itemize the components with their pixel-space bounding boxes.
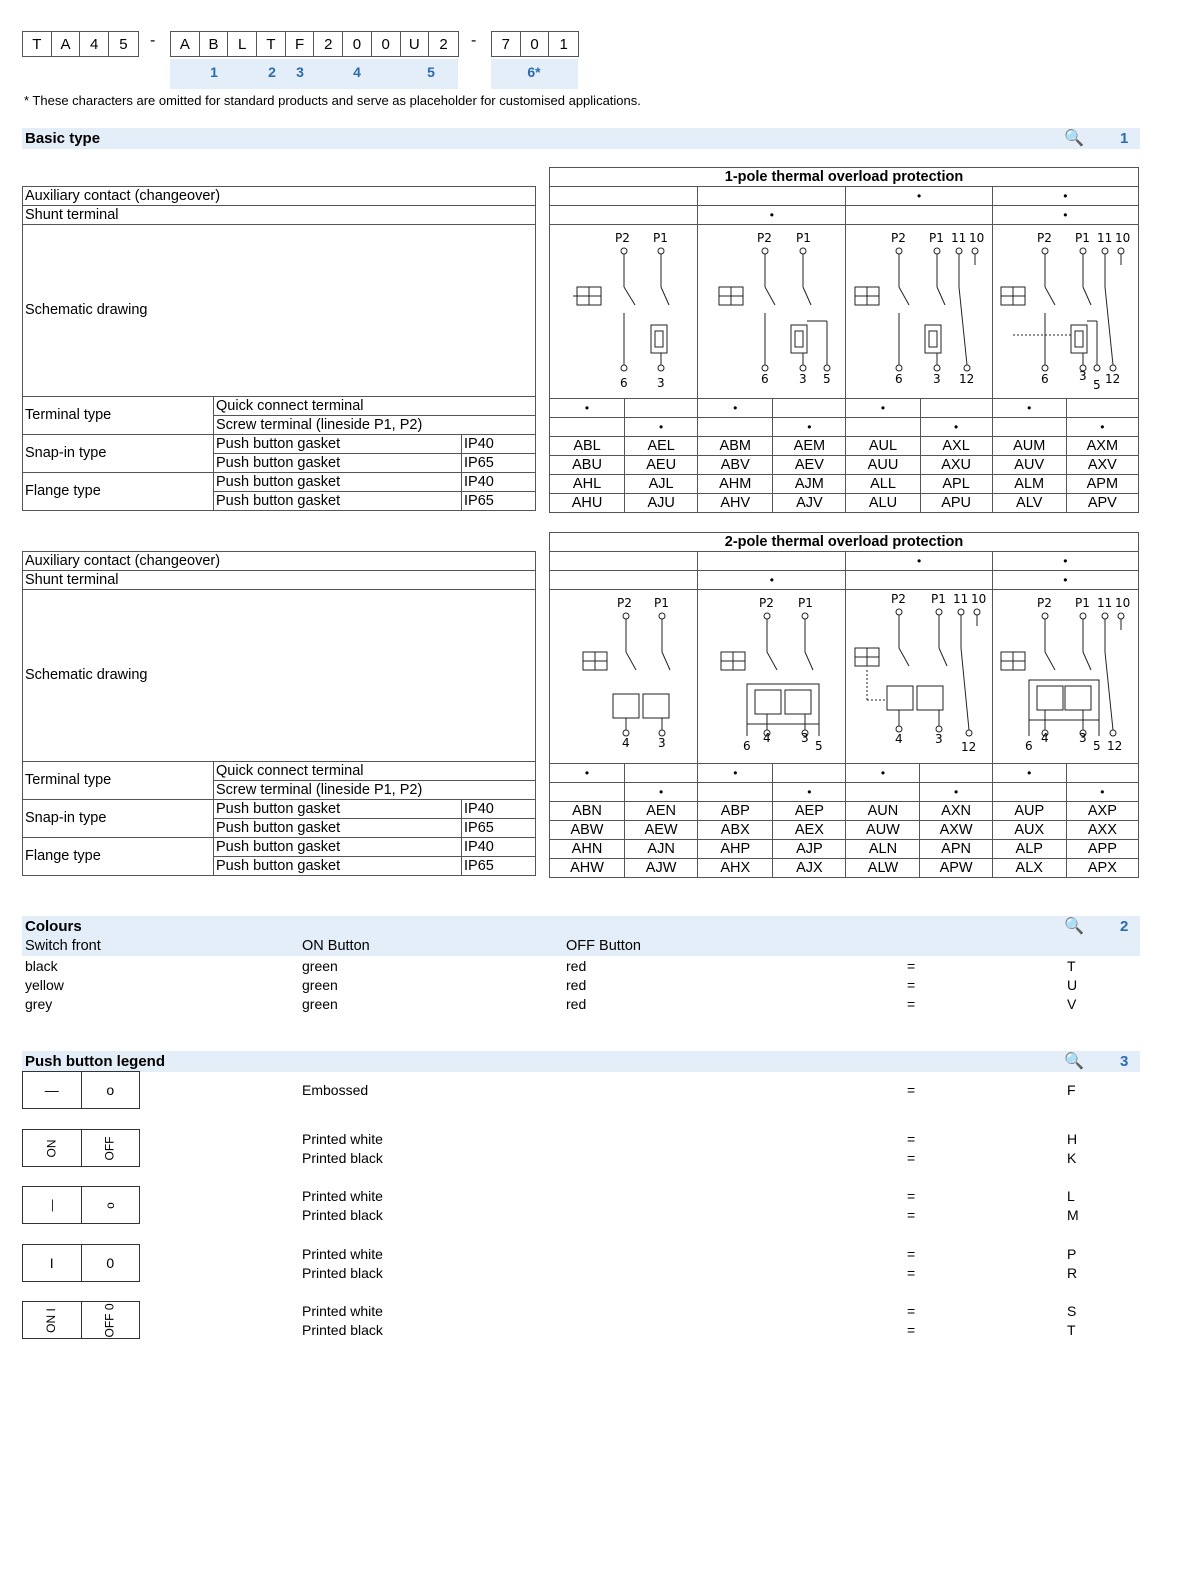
equals-sign: = (907, 958, 916, 974)
section-number: 1 (1120, 130, 1129, 147)
row-label: IP40 (462, 838, 536, 857)
row-label: Push button gasket (214, 492, 462, 511)
dot: • (846, 552, 992, 571)
row-label: Quick connect terminal (214, 762, 536, 781)
dot: • (698, 571, 846, 590)
colour-header: OFF Button (566, 938, 641, 954)
key-icon: 🔍 (1064, 918, 1084, 935)
terminal-label: 5 (1093, 739, 1101, 753)
terminal-label: P1 (929, 231, 944, 245)
row-label: Push button gasket (214, 435, 462, 454)
section-bar (22, 1051, 1140, 1072)
terminal-label: P1 (795, 231, 811, 245)
terminal-label: 3 (1079, 731, 1087, 745)
legend-code: P (1067, 1246, 1077, 1262)
equals-sign: = (907, 1207, 916, 1223)
terminal-label: 4 (621, 736, 630, 750)
product-code: AHM (698, 475, 773, 494)
section-number: 3 (1120, 1053, 1129, 1070)
terminal-label: P2 (756, 231, 772, 245)
product-code: AJW (624, 859, 697, 878)
product-code: AJL (625, 475, 698, 494)
legend-text: Printed black (302, 1265, 383, 1281)
code-char: U (401, 32, 430, 56)
dot: • (992, 764, 1066, 783)
colour-on: green (302, 958, 338, 974)
code-char: A (171, 32, 200, 56)
terminal-label: 3 (656, 376, 665, 390)
colour-header: Switch front (25, 938, 101, 954)
product-code: AEP (773, 802, 846, 821)
row-label: Snap-in type (23, 800, 214, 838)
product-code: AHL (550, 475, 625, 494)
dot: • (992, 399, 1066, 418)
code-group-3 (491, 31, 579, 57)
legend-on-symbol: ON (44, 1139, 59, 1157)
terminal-label: 3 (798, 372, 807, 386)
terminal-label: 10 (1115, 231, 1131, 245)
dot: • (1066, 418, 1138, 437)
terminal-label: P2 (891, 231, 906, 245)
schematic-2pole-d (993, 590, 1137, 758)
dot: • (846, 399, 920, 418)
code-char: B (200, 32, 229, 56)
schematic-1pole-b (699, 225, 845, 393)
row-label: Flange type (23, 838, 214, 876)
terminal-label: P2 (891, 592, 906, 606)
equals-sign: = (907, 1303, 916, 1319)
product-code: APW (920, 859, 992, 878)
legend-text: Printed black (302, 1322, 383, 1338)
terminal-label: 3 (935, 732, 943, 746)
product-code: AJU (625, 494, 698, 513)
legend-text: Printed black (302, 1207, 383, 1223)
code-char: 2 (314, 32, 343, 56)
legend-text: Printed black (302, 1150, 383, 1166)
section-number: 2 (1120, 918, 1129, 935)
terminal-label: P1 (1075, 231, 1091, 245)
product-code: AHV (698, 494, 773, 513)
row-label: Push button gasket (214, 473, 462, 492)
terminal-label: P2 (1037, 231, 1053, 245)
terminal-label: P2 (616, 596, 632, 610)
basic-type-labels-2 (22, 551, 536, 876)
row-label: IP65 (462, 857, 536, 876)
product-code: AEV (773, 456, 846, 475)
terminal-label: 11 (951, 231, 967, 245)
product-code: AEL (625, 437, 698, 456)
equals-sign: = (907, 1246, 916, 1262)
code-char: 7 (492, 32, 521, 56)
product-code: APU (920, 494, 992, 513)
product-code: APL (920, 475, 992, 494)
code-char: 4 (80, 32, 109, 56)
dot: • (773, 418, 846, 437)
product-code: ALM (992, 475, 1066, 494)
schematic-1pole-d (993, 225, 1137, 393)
legend-code: S (1067, 1303, 1077, 1319)
terminal-label: 11 (1097, 596, 1113, 610)
code-char: T (23, 32, 52, 56)
terminal-label: 12 (959, 372, 975, 386)
terminal-label: P2 (614, 231, 630, 245)
row-label: Shunt terminal (23, 571, 536, 590)
product-code: AHP (698, 840, 773, 859)
legend-text: Printed white (302, 1246, 383, 1262)
row-label: IP65 (462, 454, 536, 473)
equals-sign: = (907, 1265, 916, 1281)
legend-text: Embossed (302, 1082, 369, 1098)
colour-front: yellow (25, 977, 64, 993)
product-code: ALV (992, 494, 1066, 513)
terminal-label: P1 (797, 596, 813, 610)
dot: • (698, 399, 773, 418)
row-label: Schematic drawing (23, 590, 536, 762)
row-label: Quick connect terminal (214, 397, 536, 416)
equals-sign: = (907, 1150, 916, 1166)
product-code: AXM (1066, 437, 1138, 456)
position-number: 1 (210, 64, 218, 80)
terminal-label: 6 (1041, 372, 1049, 386)
position-number: 6* (527, 64, 541, 80)
terminal-label: P2 (1037, 596, 1053, 610)
code-group-1 (22, 31, 139, 57)
product-code: APM (1066, 475, 1138, 494)
equals-sign: = (907, 1082, 916, 1098)
dot: • (624, 783, 697, 802)
dot: • (992, 187, 1138, 206)
dot: • (920, 783, 992, 802)
row-label: Push button gasket (214, 454, 462, 473)
product-code: AUU (846, 456, 920, 475)
legend-on-symbol: — (44, 1199, 59, 1211)
legend-off-symbol: 0 (106, 1255, 115, 1271)
product-code: AXP (1066, 802, 1138, 821)
legend-code: R (1067, 1265, 1078, 1281)
row-label: Auxiliary contact (changeover) (23, 187, 536, 206)
terminal-label: 3 (1079, 369, 1087, 383)
pole-header: 2-pole thermal overload protection (550, 533, 1139, 552)
product-code: ABP (698, 802, 773, 821)
code-group-2 (170, 31, 459, 57)
dot: • (1066, 783, 1138, 802)
terminal-label: 6 (742, 739, 751, 753)
dot: • (698, 206, 846, 225)
terminal-label: 5 (1093, 378, 1101, 392)
colour-off: red (566, 958, 587, 974)
terminal-label: 10 (1115, 596, 1131, 610)
product-code: AUW (846, 821, 920, 840)
product-code: ABV (698, 456, 773, 475)
schematic-cell (846, 225, 992, 399)
terminal-label: P1 (652, 231, 668, 245)
code-char: 2 (439, 35, 448, 53)
terminal-label: P1 (931, 592, 946, 606)
schematic-cell (992, 225, 1138, 399)
legend-code: H (1067, 1131, 1078, 1147)
legend-off-symbol: OFF 0 (102, 1302, 117, 1338)
product-code: APN (920, 840, 992, 859)
schematic-1pole-a (551, 225, 697, 393)
product-code: AXX (1066, 821, 1138, 840)
terminal-label: 11 (1097, 231, 1113, 245)
legend-off-symbol: OFF (102, 1136, 117, 1160)
terminal-label: 5 (814, 739, 823, 753)
row-label: Shunt terminal (23, 206, 536, 225)
schematic-cell (550, 225, 698, 399)
product-code: AUL (846, 437, 920, 456)
colour-on: green (302, 996, 338, 1012)
product-code: AXV (1066, 456, 1138, 475)
row-label: Screw terminal (lineside P1, P2) (214, 416, 536, 435)
key-icon: 🔍 (1064, 130, 1084, 147)
row-label: Terminal type (23, 762, 214, 800)
section-bar (22, 128, 1140, 149)
placeholder-note: * These characters are omitted for standard products and serve as placeholder for customised applications. (24, 93, 641, 108)
row-label: Terminal type (23, 397, 214, 435)
row-label: IP65 (462, 819, 536, 838)
row-label: Auxiliary contact (changeover) (23, 552, 536, 571)
product-code: AXL (920, 437, 992, 456)
product-code: APX (1066, 859, 1138, 878)
dot: • (992, 206, 1138, 225)
product-code: AEU (625, 456, 698, 475)
product-code: AEN (624, 802, 697, 821)
row-label: IP40 (462, 435, 536, 454)
product-code: ABX (698, 821, 773, 840)
product-code: AHX (698, 859, 773, 878)
product-code: AUN (846, 802, 920, 821)
product-code: ABU (550, 456, 625, 475)
product-code: ALL (846, 475, 920, 494)
product-code: ABN (550, 802, 625, 821)
product-code: AUM (992, 437, 1066, 456)
legend-button-on-i-off-0 (22, 1301, 140, 1339)
code-dash: - (150, 32, 156, 49)
colour-off: red (566, 996, 587, 1012)
code-dash: - (471, 32, 477, 49)
equals-sign: = (907, 996, 916, 1012)
schematic-cell (846, 590, 992, 764)
terminal-label: 6 (1025, 739, 1033, 753)
product-code: AEM (773, 437, 846, 456)
product-code: AXU (920, 456, 992, 475)
colour-on: green (302, 977, 338, 993)
dot: • (625, 418, 698, 437)
code-char: T (257, 32, 286, 56)
product-code: AJP (773, 840, 846, 859)
colour-code: U (1067, 977, 1078, 993)
dot: • (550, 764, 625, 783)
terminal-label: 4 (895, 732, 903, 746)
terminal-label: 4 (762, 731, 771, 745)
terminal-label: 3 (657, 736, 666, 750)
dot: • (846, 764, 920, 783)
dot: • (550, 399, 625, 418)
product-code: AEX (773, 821, 846, 840)
schematic-2pole-b (699, 590, 845, 758)
row-label: Snap-in type (23, 435, 214, 473)
equals-sign: = (907, 1322, 916, 1338)
legend-button-embossed (22, 1071, 140, 1109)
dot: • (846, 187, 992, 206)
product-code: AHU (550, 494, 625, 513)
position-number: 3 (296, 64, 304, 80)
legend-code: K (1067, 1150, 1077, 1166)
product-code: APP (1066, 840, 1138, 859)
schematic-1pole-c (847, 225, 991, 393)
colour-front: grey (25, 996, 53, 1012)
row-label: Screw terminal (lineside P1, P2) (214, 781, 536, 800)
terminal-label: 6 (895, 372, 903, 386)
terminal-label: P1 (653, 596, 669, 610)
legend-off-symbol: o (106, 1082, 115, 1098)
product-code: AHN (550, 840, 625, 859)
dot: • (992, 552, 1138, 571)
terminal-label: 10 (969, 231, 985, 245)
row-label: Push button gasket (214, 819, 462, 838)
schematic-2pole-a (551, 590, 697, 758)
product-code: AUV (992, 456, 1066, 475)
colour-header: ON Button (302, 938, 370, 954)
terminal-label: P1 (1075, 596, 1091, 610)
code-char: 0 (343, 32, 372, 56)
legend-on-symbol: — (23, 1072, 82, 1108)
code-char: 1 (559, 35, 568, 53)
product-code: AHW (550, 859, 625, 878)
product-code: ABL (550, 437, 625, 456)
product-code: AJM (773, 475, 846, 494)
product-code: ALU (846, 494, 920, 513)
schematic-cell (698, 225, 846, 399)
terminal-label: 3 (933, 372, 941, 386)
product-code: ALW (846, 859, 920, 878)
product-code: AEW (624, 821, 697, 840)
row-label: IP65 (462, 492, 536, 511)
terminal-label: 5 (822, 372, 831, 386)
legend-button-i-0 (22, 1244, 140, 1282)
colour-code: V (1067, 996, 1077, 1012)
colour-code: T (1067, 958, 1076, 974)
row-label: Flange type (23, 473, 214, 511)
product-code: ABM (698, 437, 773, 456)
terminal-label: 12 (1105, 372, 1121, 386)
code-char: L (228, 32, 257, 56)
product-code: ALX (992, 859, 1066, 878)
row-label: Schematic drawing (23, 225, 536, 397)
dot: • (992, 571, 1138, 590)
legend-text: Printed white (302, 1188, 383, 1204)
legend-on-symbol: I (23, 1245, 82, 1281)
position-number: 4 (353, 64, 361, 80)
code-char: A (52, 32, 81, 56)
terminal-label: 11 (953, 592, 969, 606)
row-label: Push button gasket (214, 857, 462, 876)
code-char: 0 (372, 32, 401, 56)
schematic-cell (698, 590, 846, 764)
legend-on-symbol: ON I (44, 1307, 59, 1333)
product-code: AUX (992, 821, 1066, 840)
legend-code: T (1067, 1322, 1076, 1338)
product-code: AJN (624, 840, 697, 859)
legend-code: M (1067, 1207, 1079, 1223)
key-icon: 🔍 (1064, 1053, 1084, 1070)
terminal-label: 4 (1041, 731, 1049, 745)
legend-off-symbol: o (102, 1201, 117, 1209)
terminal-label: 10 (971, 592, 987, 606)
row-label: Push button gasket (214, 838, 462, 857)
position-number: 5 (427, 64, 435, 80)
terminal-label: P2 (758, 596, 774, 610)
dot: • (698, 764, 773, 783)
basic-type-2pole-table (549, 532, 1139, 878)
section-title: Colours (25, 918, 82, 935)
legend-code: F (1067, 1082, 1076, 1098)
schematic-cell (992, 590, 1138, 764)
dot: • (920, 418, 992, 437)
product-code: ALN (846, 840, 920, 859)
equals-sign: = (907, 1188, 916, 1204)
legend-text: Printed white (302, 1131, 383, 1147)
code-char: 5 (119, 35, 128, 53)
dot: • (773, 783, 846, 802)
product-code: ABW (550, 821, 625, 840)
terminal-label: 6 (619, 376, 628, 390)
product-code: APV (1066, 494, 1138, 513)
row-label: Push button gasket (214, 800, 462, 819)
row-label: IP40 (462, 800, 536, 819)
terminal-label: 12 (1107, 739, 1123, 753)
legend-button-symbol (22, 1186, 140, 1224)
colour-front: black (25, 958, 58, 974)
equals-sign: = (907, 1131, 916, 1147)
terminal-label: 6 (760, 372, 769, 386)
basic-type-1pole-table (549, 167, 1139, 513)
product-code: AJV (773, 494, 846, 513)
product-code: AXN (920, 802, 992, 821)
equals-sign: = (907, 977, 916, 993)
colour-off: red (566, 977, 587, 993)
schematic-cell (550, 590, 698, 764)
product-code: AXW (920, 821, 992, 840)
product-code: AUP (992, 802, 1066, 821)
pole-header: 1-pole thermal overload protection (550, 168, 1139, 187)
terminal-label: 3 (800, 731, 809, 745)
basic-type-labels-1 (22, 186, 536, 511)
product-code: AJX (773, 859, 846, 878)
code-char: F (286, 32, 315, 56)
code-char: 0 (521, 32, 550, 56)
row-label: IP40 (462, 473, 536, 492)
legend-code: L (1067, 1188, 1075, 1204)
section-title: Push button legend (25, 1053, 165, 1070)
position-number: 2 (268, 64, 276, 80)
legend-button-on-off (22, 1129, 140, 1167)
schematic-2pole-c (847, 590, 991, 758)
terminal-label: 12 (961, 740, 977, 754)
section-title: Basic type (25, 130, 101, 147)
legend-text: Printed white (302, 1303, 383, 1319)
product-code: ALP (992, 840, 1066, 859)
